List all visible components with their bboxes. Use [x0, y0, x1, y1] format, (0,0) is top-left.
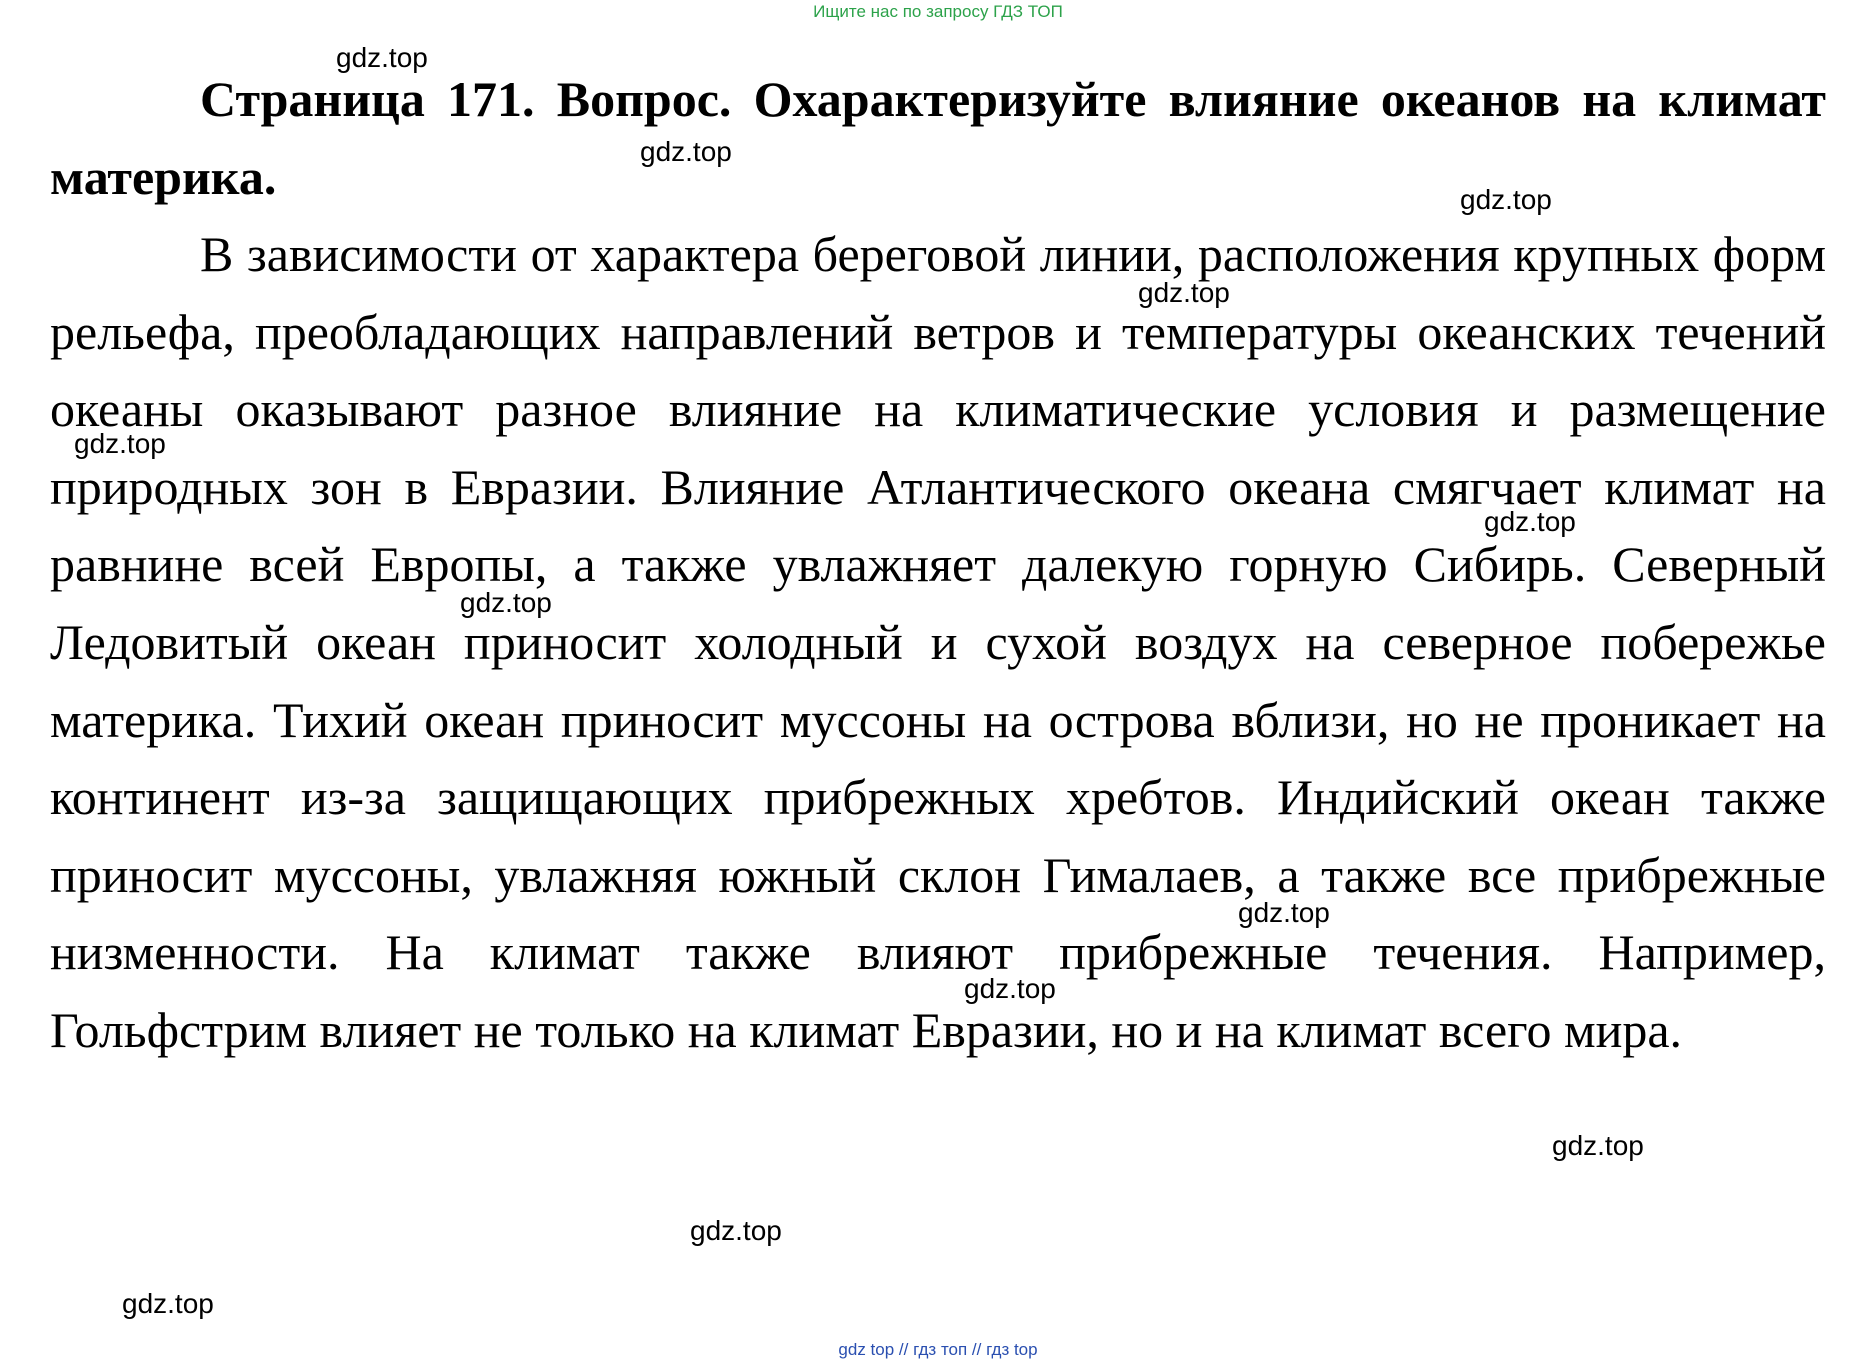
watermark: gdz.top	[74, 428, 166, 459]
watermark: gdz.top	[1484, 506, 1576, 537]
watermark: gdz.top	[640, 136, 732, 167]
watermark: gdz.top	[336, 42, 428, 73]
footer-links: gdz top // гдз топ // гдз top	[838, 1340, 1038, 1359]
watermark: gdz.top	[1552, 1130, 1644, 1161]
question-title: Страница 171. Вопрос. Охарактеризуйте влияние океанов на климат материка.	[50, 71, 1826, 205]
watermark: gdz.top	[122, 1288, 214, 1319]
watermark: gdz.top	[1238, 897, 1330, 928]
top-search-banner: Ищите нас по запросу ГДЗ ТОП	[813, 2, 1063, 21]
watermark: gdz.top	[1138, 277, 1230, 308]
answer-text: В зависимости от характера береговой линии, расположения крупных форм рельефа, преобладающих направлений ветров и температуры океанских течений океаны оказывают разное влияние на климатические условия и размещение природных зон в Евразии. Влияние Атлантического океана смягчает климат на равнине всей Европы, а также увлажняет далекую горную Сибирь. Северный Ледовитый океан приносит холодный и сухой воздух на северное побережье материка. Тихий океан приносит муссоны на острова вблизи, но не проникает на континент из-за защищающих прибрежных хребтов. Индийский океан также приносит муссоны, увлажняя южный склон Гималаев, а также все прибрежные низменности. На климат также влияют прибрежные течения. Например, Гольфстрим влияет не только на климат Евразии, но и на климат всего мира.	[50, 226, 1826, 1058]
watermark: gdz.top	[460, 587, 552, 618]
answer-document	[50, 60, 1826, 1070]
watermark: gdz.top	[964, 973, 1056, 1004]
watermark: gdz.top	[1460, 184, 1552, 215]
watermark: gdz.top	[690, 1215, 782, 1246]
